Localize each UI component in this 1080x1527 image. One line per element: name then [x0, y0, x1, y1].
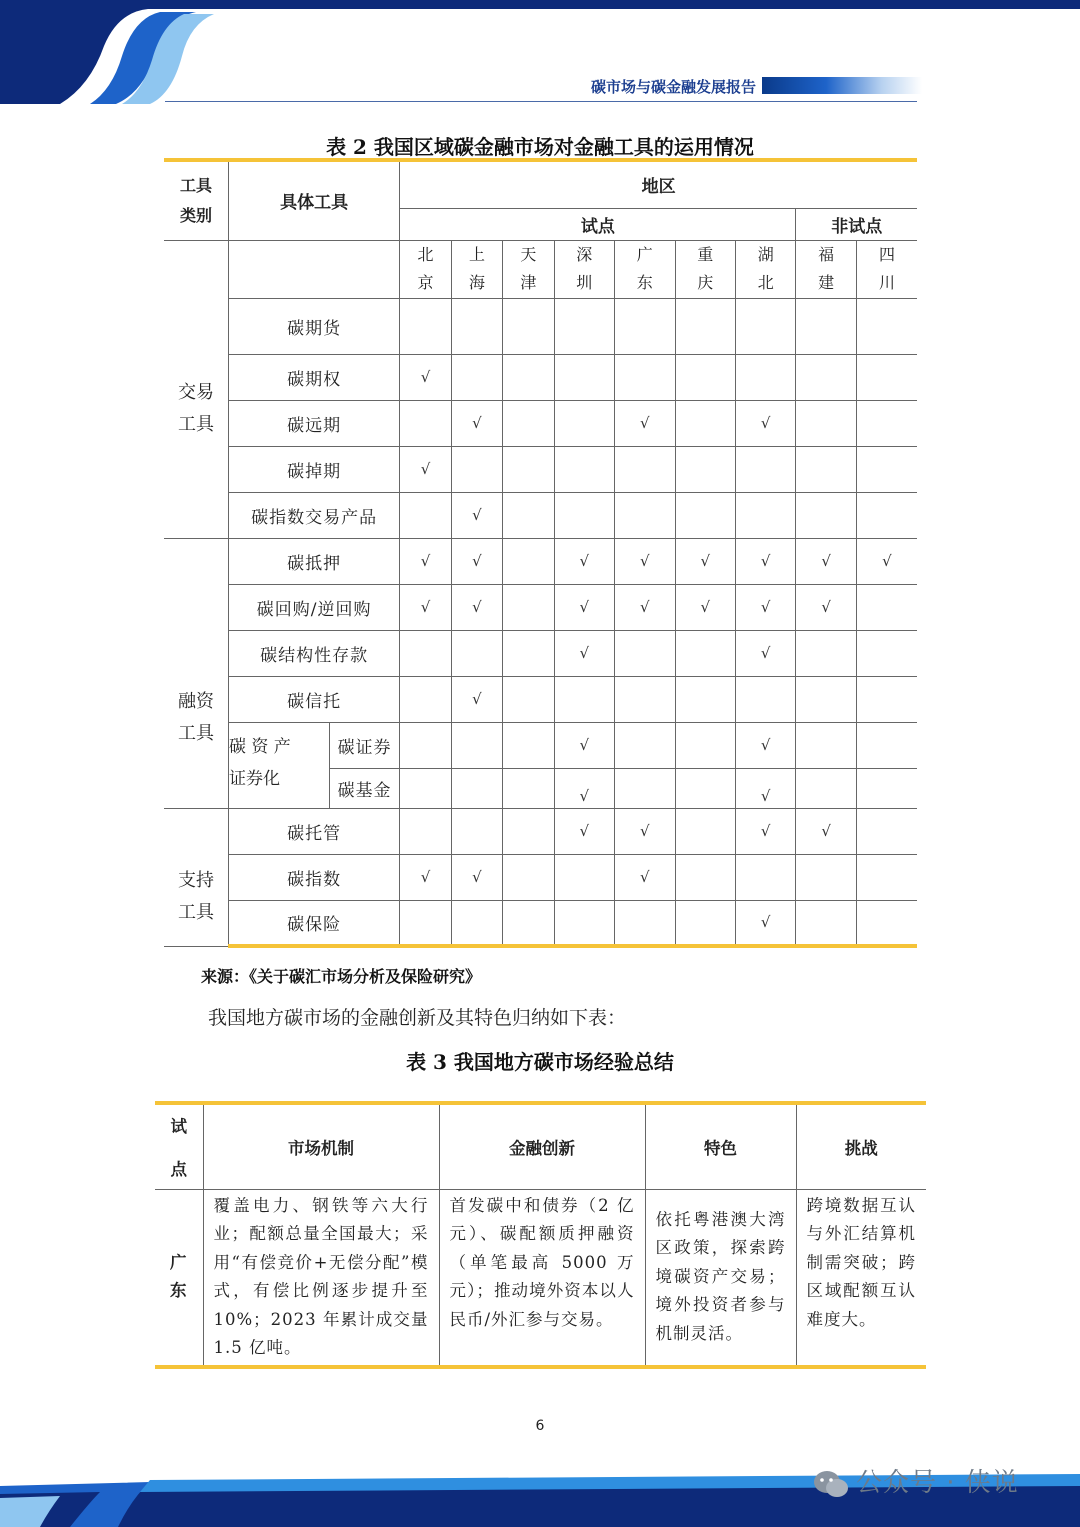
- check-mark: √: [821, 552, 831, 570]
- check-mark: √: [420, 460, 431, 478]
- tool-name: 碳托管: [229, 808, 400, 854]
- check-cell: [856, 298, 917, 354]
- check-cell: [400, 584, 451, 630]
- region-header-0: 北 京: [400, 240, 451, 298]
- check-mark: √: [472, 552, 482, 570]
- tool-name: 碳远期: [229, 400, 400, 446]
- tool-name: 碳期权: [229, 354, 400, 400]
- check-cell: [675, 676, 735, 722]
- check-cell: [796, 854, 856, 900]
- check-cell: [503, 354, 554, 400]
- check-mark: √: [420, 552, 431, 570]
- check-mark: √: [579, 822, 590, 840]
- check-cell: [796, 808, 856, 854]
- check-cell: [796, 676, 856, 722]
- source-note: 来源：《关于碳汇市场分析及保险研究》: [201, 967, 482, 986]
- check-mark: √: [579, 598, 590, 616]
- check-cell: [554, 676, 614, 722]
- check-mark: √: [639, 822, 650, 840]
- tool-name: 碳结构性存款: [229, 630, 400, 676]
- check-cell: [451, 298, 502, 354]
- check-cell: [400, 808, 451, 854]
- tool-name: 碳信托: [229, 676, 400, 722]
- check-mark: √: [760, 787, 771, 805]
- check-cell: [400, 854, 451, 900]
- check-mark: √: [882, 552, 892, 570]
- check-cell: [615, 538, 675, 584]
- check-cell: [796, 584, 856, 630]
- t3-header-pilot: 试 点: [155, 1103, 203, 1189]
- check-cell: [400, 354, 451, 400]
- check-cell: [554, 584, 614, 630]
- check-mark: √: [821, 598, 831, 616]
- check-cell: [735, 854, 795, 900]
- check-cell: [503, 854, 554, 900]
- check-mark: √: [700, 598, 711, 616]
- check-cell: [856, 630, 917, 676]
- tool-name: 碳保险: [229, 900, 400, 946]
- check-cell: [675, 446, 735, 492]
- check-cell: [735, 354, 795, 400]
- check-cell: [856, 808, 917, 854]
- check-mark: √: [639, 598, 650, 616]
- check-mark: √: [639, 414, 650, 432]
- check-cell: [856, 676, 917, 722]
- check-cell: [400, 768, 451, 808]
- check-cell: [796, 492, 856, 538]
- check-cell: [451, 676, 502, 722]
- check-cell: [400, 492, 451, 538]
- check-cell: [675, 900, 735, 946]
- check-cell: [503, 808, 554, 854]
- check-cell: [554, 854, 614, 900]
- wechat-icon: [812, 1469, 850, 1499]
- region-header-3: 深 圳: [554, 240, 614, 298]
- check-cell: [675, 492, 735, 538]
- t3-row-guangdong: 广 东: [155, 1189, 203, 1367]
- check-cell: [451, 722, 502, 768]
- check-cell: [735, 492, 795, 538]
- group-support-tools: 支持 工具: [164, 808, 229, 946]
- check-cell: [615, 400, 675, 446]
- t3-cell-challenge: 跨境数据互认与外汇结算机制需突破；跨区域配额互认难度大。: [796, 1189, 926, 1367]
- check-cell: [615, 900, 675, 946]
- check-cell: [451, 630, 502, 676]
- check-cell: [554, 808, 614, 854]
- t3-cell-mechanism: 覆盖电力、钢铁等六大行业；配额总量全国最大；采用“有偿竞价+无偿分配”模式，有偿比例逐步提升至 10%；2023 年累计成交量 1.5 亿吨。: [203, 1189, 439, 1367]
- col-pilot-header: 试点: [400, 208, 796, 240]
- check-cell: [675, 400, 735, 446]
- check-cell: [451, 854, 502, 900]
- check-cell: [451, 354, 502, 400]
- check-cell: [554, 538, 614, 584]
- check-cell: [451, 584, 502, 630]
- check-cell: [400, 900, 451, 946]
- check-cell: [503, 676, 554, 722]
- check-cell: [503, 722, 554, 768]
- check-cell: [451, 492, 502, 538]
- check-cell: [554, 354, 614, 400]
- check-cell: [796, 538, 856, 584]
- check-cell: [451, 808, 502, 854]
- check-mark: √: [639, 552, 650, 570]
- check-cell: [451, 400, 502, 446]
- check-cell: [615, 446, 675, 492]
- check-cell: [400, 630, 451, 676]
- tool-name: 碳掉期: [229, 446, 400, 492]
- check-cell: [615, 584, 675, 630]
- check-cell: [796, 722, 856, 768]
- group-financing-tools: 融资 工具: [164, 538, 229, 808]
- check-cell: [856, 492, 917, 538]
- check-cell: [503, 538, 554, 584]
- check-cell: [856, 354, 917, 400]
- check-cell: [735, 900, 795, 946]
- intro-paragraph: 我国地方碳市场的金融创新及其特色归纳如下表：: [208, 1007, 627, 1029]
- tool-name: 碳证券: [329, 722, 400, 768]
- sub-group-securitization: 碳 资 产 证券化: [229, 722, 330, 808]
- check-mark: √: [760, 414, 771, 432]
- tool-name: 碳基金: [329, 768, 400, 808]
- check-cell: [675, 354, 735, 400]
- check-mark: √: [472, 598, 482, 616]
- check-cell: [675, 722, 735, 768]
- check-cell: [796, 446, 856, 492]
- check-cell: [796, 900, 856, 946]
- check-cell: [735, 298, 795, 354]
- check-cell: [856, 584, 917, 630]
- check-cell: [503, 446, 554, 492]
- region-row-blank: [229, 240, 400, 298]
- region-header-8: 四 川: [856, 240, 917, 298]
- check-cell: [503, 768, 554, 808]
- check-cell: [554, 446, 614, 492]
- region-header-6: 湖 北: [735, 240, 795, 298]
- check-mark: √: [472, 868, 482, 886]
- check-cell: [675, 768, 735, 808]
- region-header-4: 广 东: [615, 240, 675, 298]
- check-mark: √: [579, 552, 590, 570]
- check-cell: [554, 630, 614, 676]
- report-header-title: 碳市场与碳金融发展报告: [590, 78, 756, 96]
- check-cell: [735, 584, 795, 630]
- check-cell: [451, 446, 502, 492]
- check-cell: [451, 768, 502, 808]
- check-cell: [615, 630, 675, 676]
- col-nonpilot-header: 非试点: [796, 208, 917, 240]
- check-mark: √: [579, 644, 590, 662]
- check-cell: [735, 768, 795, 808]
- region-header-2: 天 津: [503, 240, 554, 298]
- check-cell: [503, 400, 554, 446]
- check-mark: √: [639, 868, 650, 886]
- t3-header-feature: 特色: [645, 1103, 796, 1189]
- check-cell: [615, 808, 675, 854]
- tool-name: 碳指数交易产品: [229, 492, 400, 538]
- check-cell: [735, 808, 795, 854]
- t3-header-mechanism: 市场机制: [203, 1103, 439, 1189]
- check-cell: [796, 400, 856, 446]
- check-mark: √: [420, 868, 431, 886]
- check-cell: [400, 722, 451, 768]
- check-cell: [554, 298, 614, 354]
- check-mark: √: [579, 736, 590, 754]
- tool-name: 碳期货: [229, 298, 400, 354]
- check-mark: √: [472, 414, 482, 432]
- check-cell: [735, 722, 795, 768]
- check-cell: [856, 768, 917, 808]
- check-mark: √: [420, 598, 431, 616]
- check-cell: [675, 538, 735, 584]
- check-cell: [554, 492, 614, 538]
- check-cell: [503, 298, 554, 354]
- region-header-5: 重 庆: [675, 240, 735, 298]
- col-region-header: 地区: [400, 160, 917, 208]
- check-cell: [735, 446, 795, 492]
- t3-cell-innovation: 首发碳中和债券（2 亿元）、碳配额质押融资（单笔最高 5000 万元）；推动境外资本以人民币/外汇参与交易。: [439, 1189, 645, 1367]
- check-cell: [554, 768, 614, 808]
- check-cell: [503, 584, 554, 630]
- table2-caption: 表 2 我国区域碳金融市场对金融工具的运用情况: [326, 135, 754, 159]
- check-cell: [503, 492, 554, 538]
- wechat-watermark: 公众号 · 侠说: [812, 1462, 1019, 1499]
- check-cell: [615, 722, 675, 768]
- check-cell: [615, 854, 675, 900]
- check-cell: [400, 446, 451, 492]
- header-gradient-bar: [762, 77, 922, 94]
- check-cell: [503, 900, 554, 946]
- t3-header-innovation: 金融创新: [439, 1103, 645, 1189]
- check-cell: [675, 584, 735, 630]
- check-cell: [400, 298, 451, 354]
- check-mark: √: [760, 552, 771, 570]
- check-mark: √: [760, 598, 771, 616]
- check-cell: [615, 298, 675, 354]
- tool-name: 碳回购/逆回购: [229, 584, 400, 630]
- header-rule: [165, 101, 917, 102]
- check-cell: [554, 900, 614, 946]
- check-mark: √: [472, 690, 482, 708]
- table3-local-market-summary: [155, 1101, 926, 1369]
- check-cell: [796, 354, 856, 400]
- check-cell: [735, 630, 795, 676]
- check-cell: [675, 630, 735, 676]
- check-cell: [856, 722, 917, 768]
- group-trade-tools: 交易 工具: [164, 240, 229, 538]
- check-mark: √: [821, 822, 831, 840]
- check-cell: [856, 538, 917, 584]
- check-cell: [451, 538, 502, 584]
- check-cell: [400, 538, 451, 584]
- check-mark: √: [760, 913, 771, 932]
- table3-caption: 表 3 我国地方碳市场经验总结: [406, 1050, 674, 1074]
- table2-financial-tools: [164, 158, 917, 948]
- check-mark: √: [760, 736, 771, 754]
- check-mark: √: [579, 787, 590, 805]
- check-cell: [856, 400, 917, 446]
- check-cell: [615, 676, 675, 722]
- region-header-7: 福 建: [796, 240, 856, 298]
- t3-header-challenge: 挑战: [796, 1103, 926, 1189]
- check-cell: [451, 900, 502, 946]
- check-cell: [856, 854, 917, 900]
- check-cell: [856, 900, 917, 946]
- col-tool-header: 具体工具: [229, 160, 400, 240]
- check-mark: √: [760, 644, 771, 662]
- check-cell: [796, 630, 856, 676]
- check-cell: [554, 722, 614, 768]
- check-cell: [615, 492, 675, 538]
- check-cell: [615, 354, 675, 400]
- check-cell: [735, 538, 795, 584]
- check-cell: [675, 298, 735, 354]
- check-mark: √: [700, 552, 711, 570]
- tool-name: 碳抵押: [229, 538, 400, 584]
- check-cell: [554, 400, 614, 446]
- check-cell: [400, 400, 451, 446]
- check-cell: [796, 298, 856, 354]
- tool-name: 碳指数: [229, 854, 400, 900]
- check-cell: [675, 808, 735, 854]
- check-cell: [796, 768, 856, 808]
- check-mark: √: [472, 506, 482, 524]
- check-cell: [675, 854, 735, 900]
- region-header-1: 上 海: [451, 240, 502, 298]
- check-cell: [615, 768, 675, 808]
- check-cell: [735, 676, 795, 722]
- check-mark: √: [420, 368, 431, 386]
- check-cell: [503, 630, 554, 676]
- col-tool-type-header: 工具类别: [164, 160, 229, 240]
- check-cell: [856, 446, 917, 492]
- t3-cell-feature: 依托粤港澳大湾区政策，探索跨境碳资产交易；境外投资者参与机制灵活。: [645, 1189, 796, 1367]
- check-cell: [400, 676, 451, 722]
- check-cell: [735, 400, 795, 446]
- check-mark: √: [760, 822, 771, 840]
- page-number: 6: [535, 1418, 545, 1434]
